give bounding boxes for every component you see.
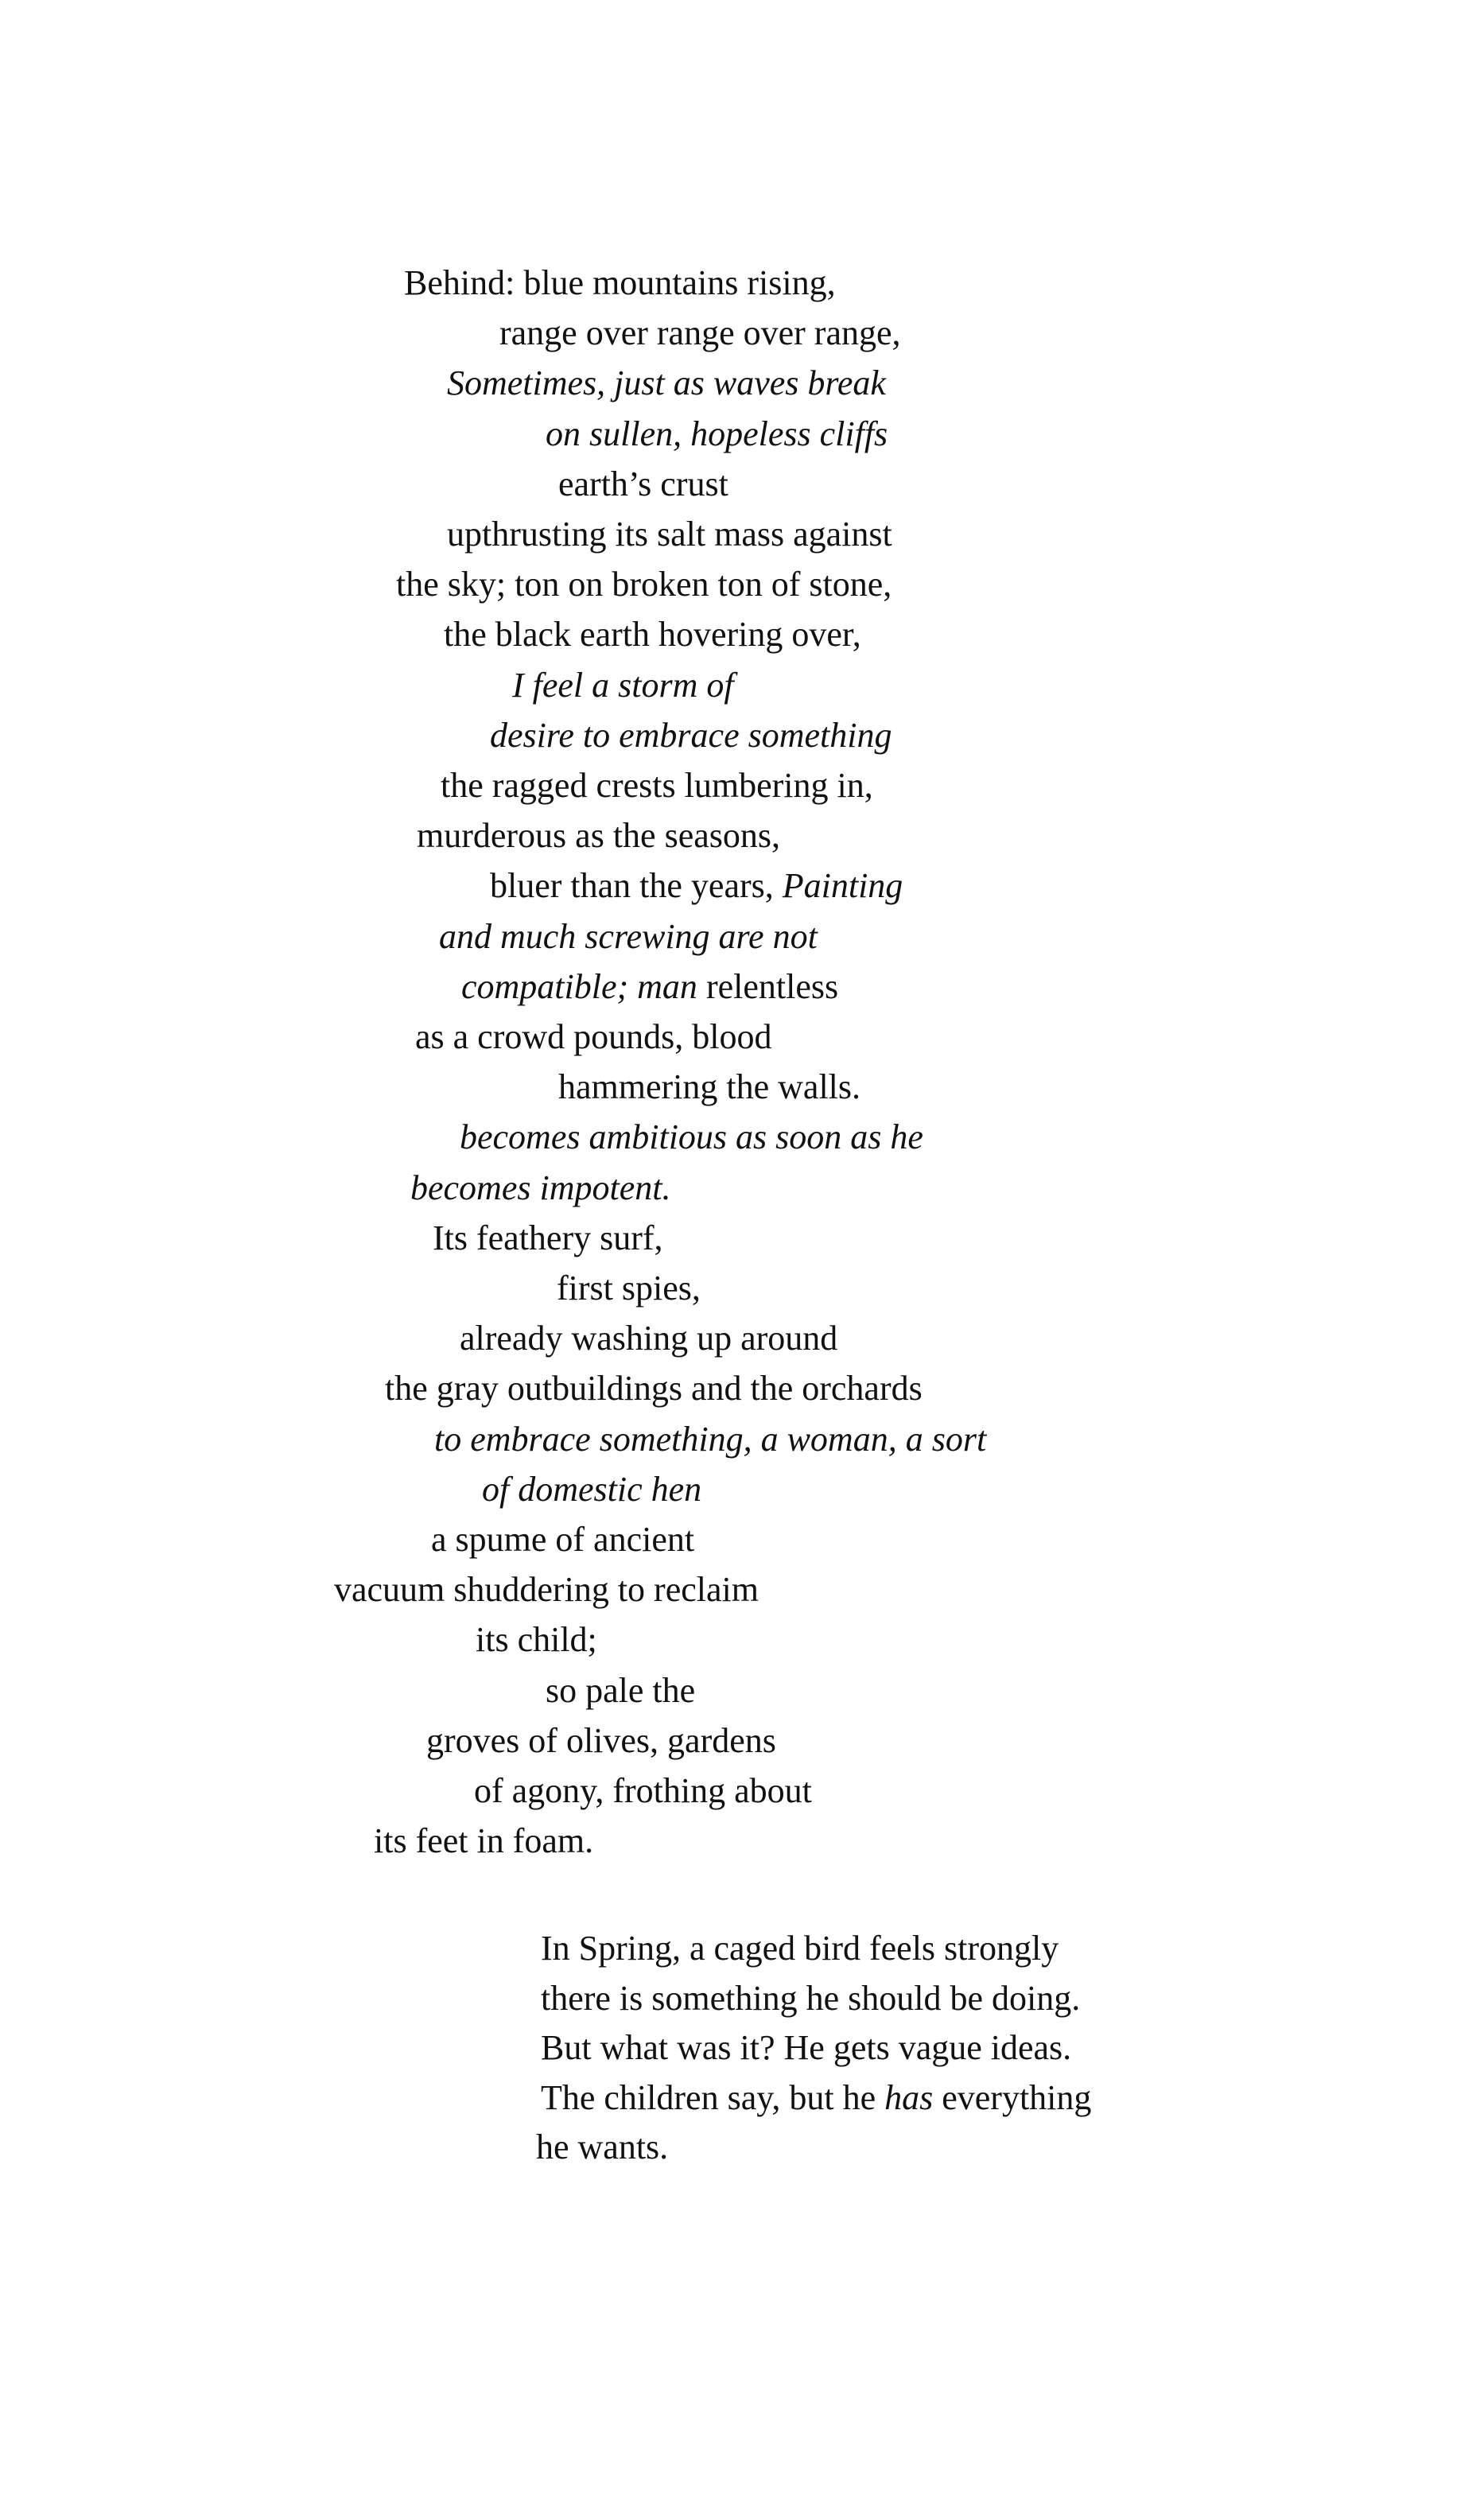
roman-text: as a crowd pounds, blood <box>415 1017 772 1056</box>
poem-line <box>558 1067 860 1108</box>
roman-text: vacuum shuddering to reclaim <box>334 1570 759 1609</box>
roman-text: Its feathery surf, <box>433 1218 663 1257</box>
poem-line <box>476 1619 597 1661</box>
italic-text: has <box>884 2078 934 2117</box>
poem-line <box>460 1117 923 1158</box>
poem-line <box>439 916 818 958</box>
italic-text: becomes ambitious as soon as he <box>460 1117 923 1156</box>
roman-text: a spume of ancient <box>431 1520 695 1559</box>
italic-text: I feel a storm of <box>512 666 734 705</box>
italic-text: on sullen, hopeless cliffs <box>546 414 888 453</box>
italic-text: to embrace something, a woman, a sort <box>434 1420 987 1459</box>
roman-text: everything <box>933 2078 1092 2117</box>
roman-text: already washing up around <box>460 1319 838 1358</box>
roman-text: relentless <box>697 967 839 1006</box>
roman-text: upthrusting its salt mass against <box>447 515 892 554</box>
roman-text: groves of olives, gardens <box>426 1721 776 1760</box>
roman-text: first spies, <box>557 1269 701 1308</box>
italic-text: and much screwing are not <box>439 917 818 956</box>
poem-line <box>474 1770 812 1812</box>
prose-line <box>541 1978 1080 2019</box>
roman-text: Behind: blue mountains rising, <box>404 263 836 302</box>
poem-line <box>558 464 728 505</box>
roman-text: of agony, frothing about <box>474 1771 812 1810</box>
poem-line <box>546 1670 695 1712</box>
roman-text: its feet in foam. <box>374 1821 594 1860</box>
poem-line <box>334 1569 759 1611</box>
roman-text: earth’s crust <box>558 464 728 503</box>
roman-text: the sky; ton on broken ton of stone, <box>396 565 892 604</box>
roman-text: he wants. <box>536 2127 669 2166</box>
poem-line <box>557 1268 701 1309</box>
poem-line <box>499 313 901 354</box>
italic-text: Painting <box>782 866 903 905</box>
roman-text: murderous as the seasons, <box>417 816 781 855</box>
poem-line <box>441 765 873 806</box>
italic-text: of domestic hen <box>482 1470 702 1509</box>
roman-text: its child; <box>476 1620 597 1659</box>
poem-line <box>447 514 892 555</box>
poem-line <box>512 665 734 706</box>
poem-line <box>415 1016 772 1058</box>
poem-line <box>404 262 836 304</box>
prose-line <box>541 2077 1091 2119</box>
poem-line <box>410 1168 670 1209</box>
prose-line <box>541 1928 1059 1969</box>
roman-text: But what was it? He gets vague ideas. <box>541 2028 1072 2067</box>
roman-text: the black earth hovering over, <box>444 615 861 654</box>
poem-line <box>482 1469 701 1510</box>
italic-text: becomes impotent. <box>410 1168 671 1207</box>
poem-line <box>460 1318 837 1359</box>
poem-line <box>374 1820 593 1862</box>
roman-text: the gray outbuildings and the orchards <box>385 1369 923 1408</box>
poem-line <box>490 715 892 756</box>
roman-text: so pale the <box>546 1671 696 1710</box>
prose-line <box>541 2027 1071 2069</box>
roman-text: range over range over range, <box>499 313 901 352</box>
poem-line <box>461 966 838 1008</box>
italic-text: desire to embrace something <box>490 716 892 755</box>
italic-text: Sometimes, just as waves break <box>447 363 886 402</box>
prose-line <box>536 2127 668 2168</box>
roman-text: the ragged crests lumbering in, <box>441 766 873 805</box>
poem-line <box>385 1368 923 1409</box>
poem-line <box>490 865 903 907</box>
roman-text: In Spring, a caged bird feels strongly <box>541 1929 1059 1968</box>
roman-text: bluer than the years, <box>490 866 783 905</box>
poem-line <box>426 1720 776 1762</box>
poem-line <box>431 1519 694 1560</box>
roman-text: there is something he should be doing. <box>541 1979 1081 2018</box>
poem-line <box>396 564 892 605</box>
poem-line <box>417 815 780 857</box>
poem-line <box>447 363 886 404</box>
poem-line <box>546 414 888 455</box>
poem-line <box>433 1218 663 1259</box>
poem-line <box>444 614 861 655</box>
poem-line <box>434 1419 986 1460</box>
roman-text: The children say, but he <box>541 2078 885 2117</box>
roman-text: hammering the walls. <box>558 1067 861 1106</box>
italic-text: compatible; man <box>461 967 697 1006</box>
